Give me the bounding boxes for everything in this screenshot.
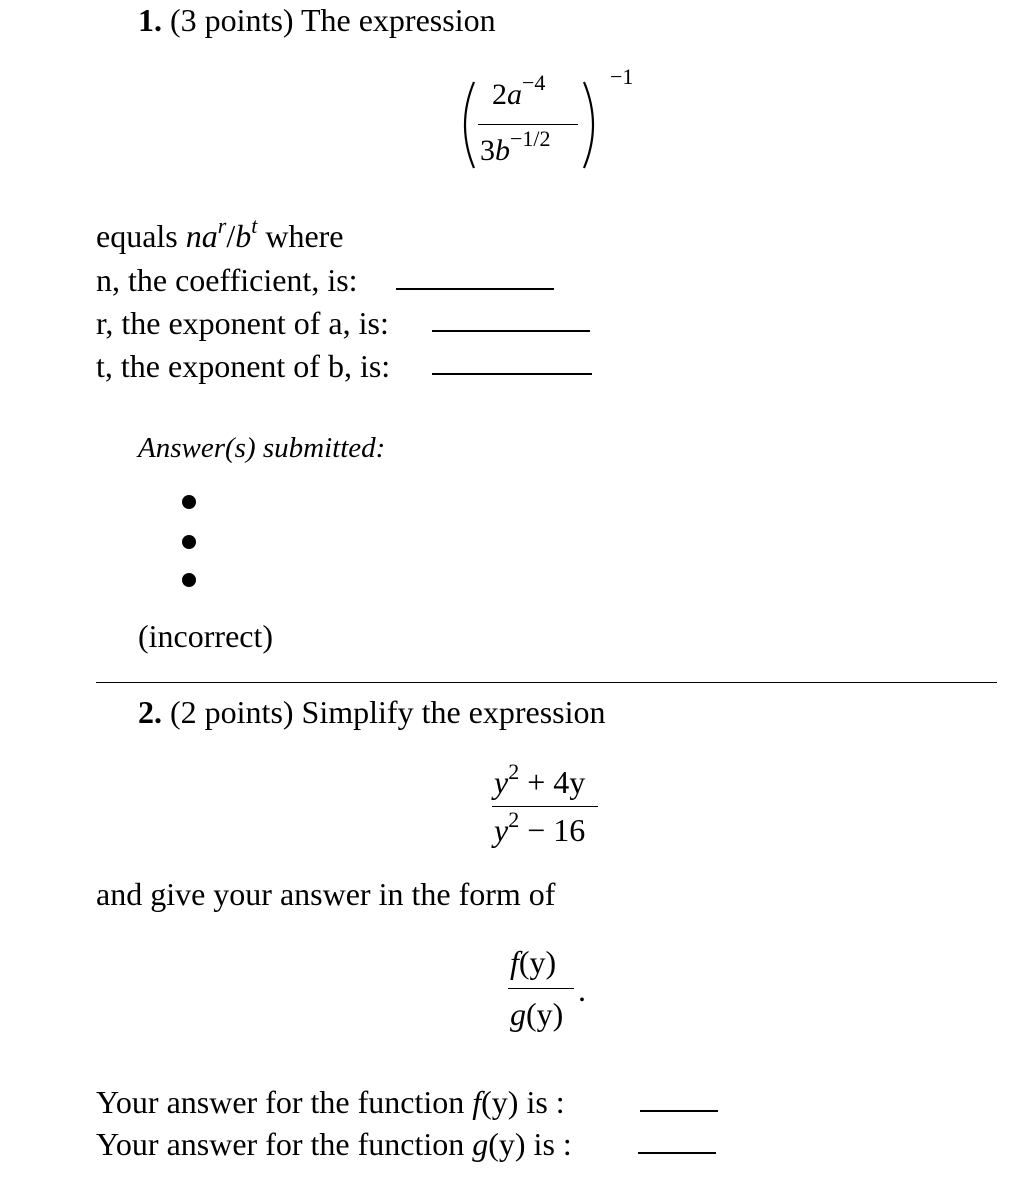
left-paren (452, 78, 480, 172)
q2-heading (138, 692, 606, 732)
q2-form-denominator: g(y) (510, 996, 564, 1032)
q2-form-period: . (578, 972, 586, 1008)
divider (96, 682, 997, 683)
answer-blank-r[interactable] (432, 330, 590, 332)
q2-form-numerator: f(y) (510, 944, 557, 980)
q1-numerator: $2a^{-4}$ (492, 70, 546, 111)
q1-status: (incorrect) (138, 618, 274, 654)
bullet-icon (182, 573, 196, 587)
q1-points: (3 points) The expression (170, 2, 496, 38)
q1-heading (138, 0, 496, 40)
q2-instruction: and give your answer in the form of (96, 876, 556, 912)
q1-prompt-n: n, the coefficient, is: (96, 262, 358, 298)
q2-numerator: $y^2 + 4y$ (494, 759, 586, 800)
q1-equals-line: equals $na^r/b^t$ where (96, 213, 344, 254)
q2-number: 2. (138, 694, 162, 730)
q1-denominator: $3b^{-1/2}$ (480, 126, 551, 167)
q2-form-fraction-bar (508, 988, 574, 989)
right-paren (578, 78, 606, 172)
answer-blank-n[interactable] (396, 288, 554, 290)
answer-blank-f[interactable] (640, 1110, 718, 1112)
q2-points: (2 points) Simplify the expression (170, 694, 606, 730)
q1-number: 1. (138, 2, 162, 38)
answers-submitted-label: Answer(s) submitted: (138, 432, 386, 464)
q2-answer-f-line: Your answer for the function f(y) is : (96, 1084, 565, 1120)
bullet-icon (182, 495, 196, 509)
q1-prompt-t: t, the exponent of b, is: (96, 348, 391, 384)
q2-denominator: $y^2 - 16$ (494, 807, 586, 848)
answer-blank-g[interactable] (638, 1152, 716, 1154)
bullet-icon (182, 535, 196, 549)
answer-blank-t[interactable] (432, 373, 592, 375)
q1-fraction-bar (478, 124, 578, 125)
q1-prompt-r: r, the exponent of a, is: (96, 305, 389, 341)
q2-answer-g-line: Your answer for the function g(y) is : (96, 1126, 572, 1162)
q1-outer-exponent: −1 (610, 64, 634, 89)
